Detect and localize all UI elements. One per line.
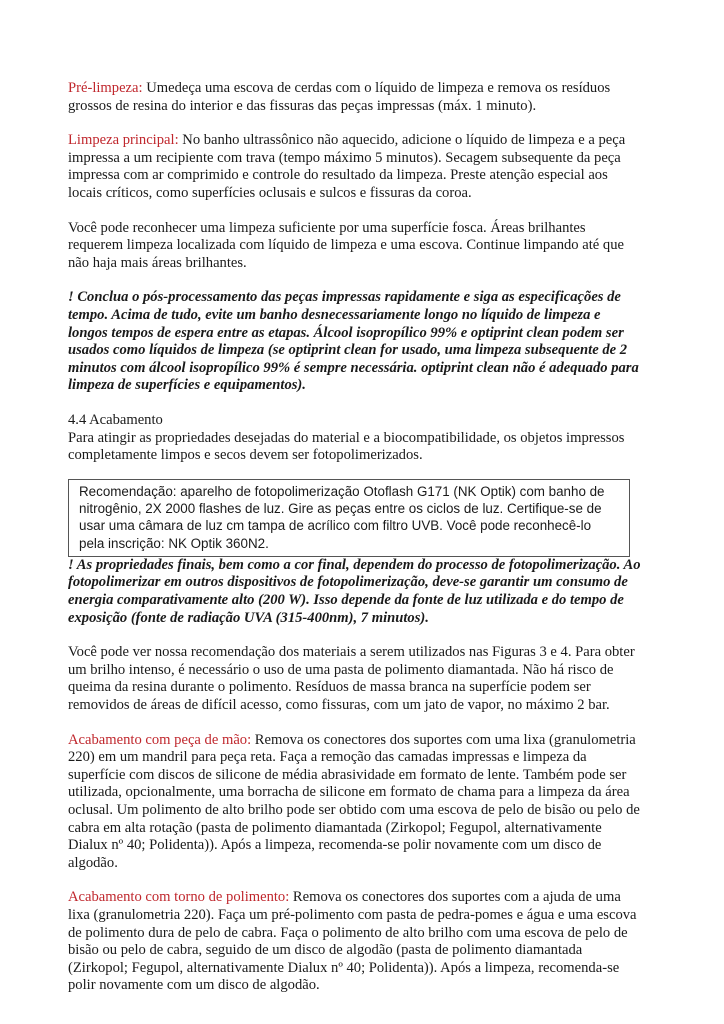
pre-cleaning-label: Pré-limpeza:: [68, 80, 143, 96]
recommendation-box: Recomendação: aparelho de fotopolimerização Otoflash G171 (NK Optik) com banho de nitrogênio, 2X 2000 flashes de luz. Gire as peças entre os ciclos de luz. Certifique-se de usar uma câmara de luz cm tampa de acrílico com filtro UVB. Você pode reconhecê-lo pela inscrição: NK Optik 360N2.: [68, 479, 630, 557]
cleaning-warning-note: ! Conclua o pós-processamento das peças impressas rapidamente e siga as especificações de tempo. Acima de tudo, evite um banho desnecessariamente longo no líquido de limpeza e longos tempos de espera entre as etapas. Álcool isopropílico 99% e optiprint clean podem ser usados como líquidos de limpeza (se optiprint clean for usado, uma limpeza subsequente de 2 minutos com álcool isopropílico 99% é sempre necessária. optiprint clean não é adequado para limpeza de superfícies e equipamentos).: [68, 289, 639, 394]
handpiece-text: Remova os conectores dos suportes com uma lixa (granulometria 220) em um mandril para peça reta. Faça a remoção das camadas impressas e limpeza da superfície com discos de silicone de média abrasividade em formato de lente. Também pode ser utilizada, opcionalmente, uma borracha de silicone em formato de chama para a limpeza da área oclusal. Um polimento de alto brilho pode ser obtido com uma escova de pelo de bisão ou pelo de cabra em alta rotação (pasta de polimento diamantada (Zirkopol; Fegupol, alternativamente Dialux nº 40; Polidenta)). Após a limpeza, recomenda-se polir novamente com um disco de algodão.: [68, 731, 640, 871]
handpiece-label: Acabamento com peça de mão:: [68, 731, 252, 748]
main-cleaning-label: Limpeza principal:: [68, 132, 179, 149]
materials-paragraph: Você pode ver nossa recomendação dos materiais a serem utilizados nas Figuras 3 e 4. Para obter um brilho intenso, é necessário o uso de uma pasta de polimento diamantada. Não há risco de queima da resina durante o polimento. Resíduos de massa branca na superfície podem ser removidos de áreas de difícil acesso, como fissuras, com um jato de vapor, no máximo 2 bar.: [68, 644, 635, 714]
main-cleaning-paragraph: [68, 132, 643, 202]
recognize-cleaning-paragraph: Você pode reconhecer uma limpeza suficiente por uma superfície fosca. Áreas brilhantes requerem limpeza localizada com líquido de limpeza e uma escova. Continue limpando até que não haja mais áreas brilhantes.: [68, 219, 624, 271]
lathe-text: Remova os conectores dos suportes com a ajuda de uma lixa (granulometria 220). Faça um pré-polimento com pasta de pedra-pomes e água e uma escova de polimento dura de pelo de cabra. Faça o polimento de alto brilho com uma escova de pelo de bisão ou pelo de cabra, seguido de um disco de algodão (pasta de polimento diamantada (Zirkopol; Fegupol, alternativamente Dialux nº 40; Polidenta)). Após a limpeza, recomenda-se polir novamente com um disco de algodão.: [68, 889, 637, 994]
main-cleaning-text: No banho ultrassônico não aquecido, adicione o líquido de limpeza e a peça impressa a um recipiente com trava (tempo máximo 5 minutos). Secagem subsequente da peça impressa com ar comprimido e controle do resultado da limpeza. Preste atenção especial aos locais críticos, como superfícies oclusais e sulcos e fissuras da coroa.: [68, 132, 626, 201]
pre-cleaning-text: Umedeça uma escova de cerdas com o líquido de limpeza e remova os resíduos grossos de resina do interior e das fissuras das peças impressas (máx. 1 minuto).: [68, 80, 611, 114]
pre-cleaning-paragraph: [68, 80, 643, 115]
lathe-label: Acabamento com torno de polimento:: [68, 889, 290, 906]
handpiece-paragraph: [68, 732, 643, 873]
curing-warning-note: ! As propriedades finais, bem como a cor final, dependem do processo de fotopolimerização. Ao fotopolimerizar em outros dispositivos de fotopolimerização, deve-se garantir um consumo de energia comparativamente alto (200 W). Isso depende da fonte de luz utilizada e do tempo de exposição (fonte de radiação UVA (315-400nm), 7 minutos).: [68, 556, 641, 626]
lathe-paragraph: [68, 889, 643, 995]
document-page: [68, 80, 643, 995]
finishing-intro-paragraph: Para atingir as propriedades desejadas do material e a biocompatibilidade, os objetos impressos completamente limpos e secos devem ser fotopolimerizados.: [68, 429, 625, 464]
section-heading-finishing: 4.4 Acabamento: [68, 411, 163, 428]
